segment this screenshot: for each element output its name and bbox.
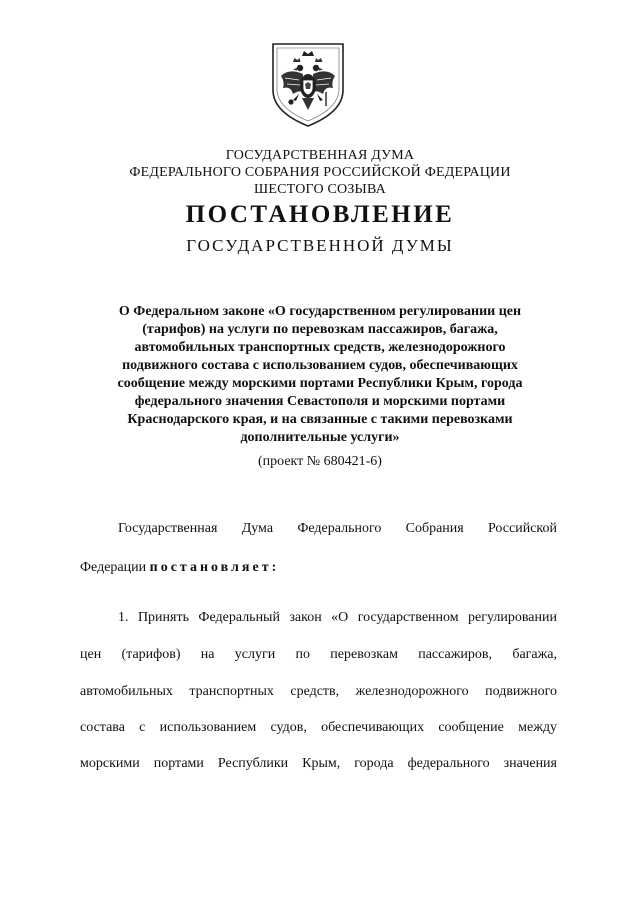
- title-line: сообщение между морскими портами Республики Крым, города: [117, 376, 523, 391]
- title-line: подвижного состава с использованием судов, обеспечивающих: [122, 358, 518, 373]
- org-line-duma: ГОСУДАРСТВЕННАЯ ДУМА: [225, 148, 415, 163]
- title-line: Краснодарского края, и на связанные с такими перевозками: [127, 412, 513, 427]
- item1-line: автомобильных транспортных средств, железнодорожного подвижного: [80, 684, 557, 699]
- org-line-convocation: ШЕСТОГО СОЗЫВА: [254, 182, 386, 197]
- title-line: (тарифов) на услуги по перевозкам пассажиров, багажа,: [142, 322, 498, 337]
- item1-line: цен (тарифов) на услуги по перевозкам пассажиров, багажа,: [80, 647, 557, 662]
- document-type-heading: ПОСТАНОВЛЕНИЕ: [185, 201, 455, 228]
- item1-line: 1. Принять Федеральный закон «О государственном регулировании: [118, 610, 557, 625]
- document-issuer-heading: ГОСУДАРСТВЕННОЙ ДУМЫ: [186, 236, 454, 255]
- title-line: дополнительные услуги»: [240, 430, 400, 445]
- intro-prefix: Федерации: [80, 560, 150, 575]
- title-line: автомобильных транспортных средств, железнодорожного: [134, 340, 506, 355]
- resolution-title: [80, 303, 560, 447]
- item1-line: состава с использованием судов, обеспечивающих сообщение между: [80, 720, 557, 735]
- org-line-federal-assembly: ФЕДЕРАЛЬНОГО СОБРАНИЯ РОССИЙСКОЙ ФЕДЕРАЦИИ: [129, 165, 511, 180]
- resolves-word: постановляет:: [149, 560, 280, 575]
- intro-paragraph-resolves: [80, 559, 557, 577]
- item1-line: морскими портами Республики Крым, города федерального значения: [80, 756, 557, 771]
- project-number: (проект № 680421-6): [258, 454, 382, 469]
- title-line: О Федеральном законе «О государственном регулировании цен: [118, 304, 522, 319]
- state-emblem-icon: [269, 38, 347, 130]
- title-line: федерального значения Севастополя и морскими портами: [134, 394, 506, 409]
- intro-paragraph-line: Государственная Дума Федерального Собрания Российской: [118, 521, 557, 536]
